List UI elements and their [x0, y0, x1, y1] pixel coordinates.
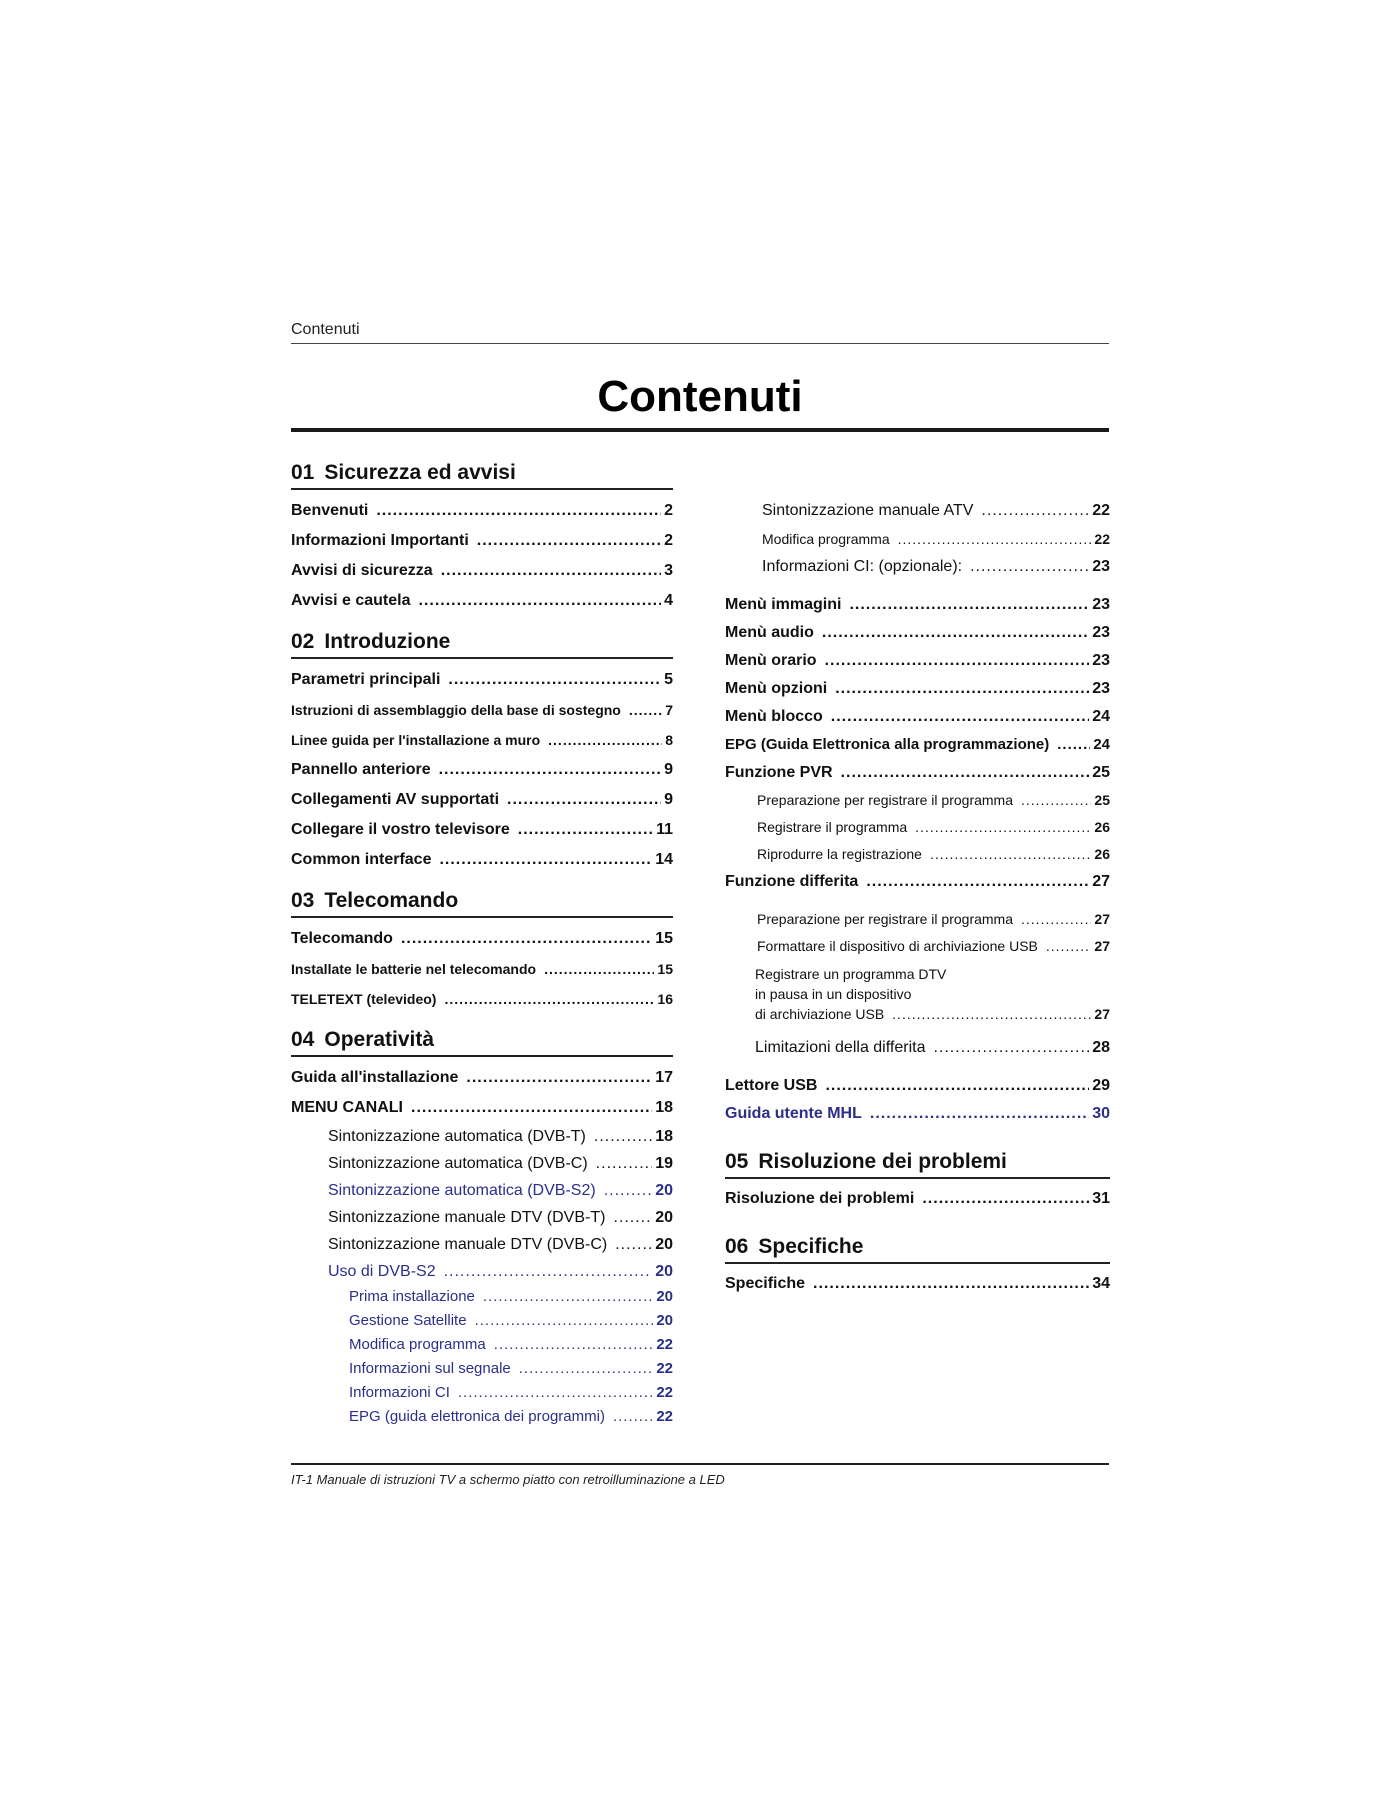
toc-entry-label: Formattare il dispositivo di archiviazione USB — [757, 938, 1038, 954]
toc-entry-label: Guida utente MHL — [725, 1105, 862, 1122]
toc-subentry[interactable] — [291, 1231, 673, 1258]
toc-entry-page: 4 — [664, 592, 673, 609]
leader-dots — [981, 497, 1089, 525]
section-title: Sicurezza ed avvisi — [324, 461, 516, 484]
toc-entry-label: Gestione Satellite — [349, 1312, 467, 1329]
toc-entry-page: 22 — [656, 1408, 673, 1425]
toc-entry-page: 23 — [1092, 652, 1110, 669]
toc-entry-page: 2 — [664, 502, 673, 519]
toc-entry-label: Sintonizzazione manuale DTV (DVB-T) — [328, 1209, 606, 1226]
leader-dots — [483, 1285, 653, 1309]
leader-dots — [439, 845, 652, 875]
header-divider — [291, 343, 1109, 344]
toc-subentry[interactable] — [725, 841, 1110, 868]
section-title: Operatività — [324, 1028, 435, 1051]
toc-entry-label: Parametri principali — [291, 671, 441, 688]
toc-entry-label: EPG (guida elettronica dei programmi) — [349, 1408, 605, 1425]
toc-entry-label: Sintonizzazione automatica (DVB-T) — [328, 1128, 586, 1145]
leader-dots — [831, 703, 1089, 731]
toc-entry-label: Sintonizzazione manuale DTV (DVB-C) — [328, 1236, 608, 1253]
toc-entry-page: 34 — [1092, 1275, 1110, 1292]
leader-dots — [970, 553, 1089, 581]
toc-entry-label: Istruzioni di assemblaggio della base di sostegno — [291, 702, 621, 718]
leader-dots — [411, 1093, 652, 1123]
toc-entry-page: 27 — [1094, 1006, 1110, 1022]
toc-entry[interactable] — [291, 496, 673, 526]
toc-entry-page: 22 — [1094, 531, 1110, 547]
footer-divider — [291, 1463, 1109, 1465]
toc-entry-label: Limitazioni della differita — [755, 1039, 926, 1056]
leader-dots — [604, 1177, 653, 1204]
toc-entry-page: 23 — [1092, 680, 1110, 697]
toc-entry-page: 20 — [655, 1209, 673, 1226]
toc-right-column — [725, 497, 1110, 1312]
leader-dots — [448, 665, 661, 695]
leader-dots — [813, 1270, 1089, 1298]
leader-dots — [915, 814, 1091, 841]
toc-entry-label: Avvisi di sicurezza — [291, 562, 433, 579]
toc-entry-label: Menù blocco — [725, 708, 823, 725]
toc-entry-page: 25 — [1094, 792, 1110, 808]
toc-subentry[interactable] — [725, 787, 1110, 814]
toc-entry-label: Preparazione per registrare il programma — [757, 911, 1013, 927]
toc-entry-label: Menù orario — [725, 652, 817, 669]
section-title: Introduzione — [324, 630, 451, 653]
toc-entry-label: Linee guida per l'installazione a muro — [291, 732, 541, 748]
toc-section-02 — [291, 630, 673, 875]
toc-entry-label: Pannello anteriore — [291, 761, 431, 778]
toc-entry-page: 23 — [1092, 558, 1110, 575]
toc-entry-page: 20 — [655, 1236, 673, 1253]
leader-dots — [892, 1004, 1091, 1024]
footer-text: IT-1 Manuale di istruzioni TV a schermo piatto con retroilluminazione a LED — [291, 1472, 725, 1487]
toc-entry-label: Risoluzione dei problemi — [725, 1190, 915, 1207]
section-number: 01 — [291, 461, 315, 484]
leader-dots — [1057, 731, 1090, 759]
toc-subentry[interactable] — [725, 1034, 1110, 1062]
toc-subentry[interactable] — [725, 933, 1110, 960]
toc-entry-page: 17 — [655, 1069, 673, 1086]
toc-entry-page: 25 — [1092, 764, 1110, 781]
leader-dots — [835, 675, 1089, 703]
toc-entry-page: 24 — [1092, 708, 1110, 725]
leader-dots — [1021, 787, 1091, 814]
leader-dots — [477, 526, 661, 556]
toc-entry-label: Informazioni sul segnale — [349, 1360, 511, 1377]
toc-entry-page: 27 — [1092, 873, 1110, 890]
toc-entry-label: TELETEXT (televideo) — [291, 991, 437, 1007]
leader-dots — [458, 1381, 653, 1405]
leader-dots — [613, 1405, 653, 1429]
toc-entry-label: Uso di DVB-S2 — [328, 1263, 436, 1280]
toc-subentry[interactable] — [725, 497, 1110, 525]
leader-dots — [613, 1204, 652, 1231]
toc-entry[interactable] — [725, 703, 1110, 731]
toc-entry-page: 9 — [664, 791, 673, 808]
toc-entry-page: 22 — [656, 1336, 673, 1353]
page-title: Contenuti — [597, 372, 803, 421]
spacer — [725, 581, 1110, 591]
section-number: 03 — [291, 889, 315, 912]
toc-entry-label: Common interface — [291, 851, 432, 868]
toc-entry-label: Sintonizzazione automatica (DVB-C) — [328, 1155, 588, 1172]
toc-entry-label: Lettore USB — [725, 1077, 818, 1094]
toc-entry-page: 28 — [1092, 1039, 1110, 1056]
toc-entry-label: Riprodurre la registrazione — [757, 846, 922, 862]
toc-entry[interactable] — [291, 845, 673, 875]
toc-entry[interactable] — [725, 647, 1110, 675]
toc-entry-page: 24 — [1093, 736, 1110, 753]
title-divider — [291, 428, 1109, 432]
toc-entry-label: Registrare il programma — [757, 819, 908, 835]
toc-entry-label: Menù audio — [725, 624, 814, 641]
toc-entry[interactable] — [291, 1063, 673, 1093]
toc-section-06 — [725, 1235, 1110, 1298]
toc-entry-page: 31 — [1092, 1190, 1110, 1207]
toc-entry[interactable] — [291, 755, 673, 785]
toc-entry[interactable] — [291, 1093, 673, 1123]
toc-entry-label: Funzione PVR — [725, 764, 833, 781]
toc-entry-page: 27 — [1094, 911, 1110, 927]
toc-left-column — [291, 461, 673, 1443]
toc-subsubentry-link[interactable] — [291, 1357, 673, 1381]
toc-subentry-link[interactable] — [291, 1177, 673, 1204]
leader-dots — [870, 1100, 1089, 1128]
toc-entry-label: Guida all'installazione — [291, 1069, 459, 1086]
toc-entry-label: Sintonizzazione manuale ATV — [762, 502, 974, 519]
toc-entry-page: 9 — [664, 761, 673, 778]
section-heading — [291, 889, 673, 918]
toc-entry-last-line — [755, 1004, 1110, 1024]
toc-entry-page: 3 — [664, 562, 673, 579]
leader-dots — [1021, 906, 1091, 933]
section-number: 06 — [725, 1235, 749, 1258]
toc-entry-label: Preparazione per registrare il programma — [757, 792, 1013, 808]
toc-entry-page: 30 — [1092, 1105, 1110, 1122]
leader-dots — [444, 1258, 653, 1285]
toc-entry-label: Modifica programma — [762, 531, 890, 547]
toc-entry[interactable] — [725, 619, 1110, 647]
toc-entry-page: 20 — [656, 1312, 673, 1329]
leader-dots — [822, 619, 1089, 647]
section-heading — [291, 630, 673, 659]
toc-subsubentry-link[interactable] — [291, 1405, 673, 1429]
leader-dots — [596, 1150, 653, 1177]
toc-entry[interactable] — [291, 785, 673, 815]
section-number: 05 — [725, 1150, 749, 1173]
toc-entry[interactable] — [725, 731, 1110, 759]
toc-subentry[interactable] — [725, 553, 1110, 581]
toc-entry-page: 20 — [655, 1263, 673, 1280]
toc-section-03 — [291, 889, 673, 1014]
toc-entry-page: 22 — [1092, 502, 1110, 519]
toc-entry-page: 29 — [1092, 1077, 1110, 1094]
leader-dots — [475, 1309, 654, 1333]
toc-entry-page: 18 — [655, 1128, 673, 1145]
toc-entry-label: Funzione differita — [725, 873, 859, 890]
toc-entry-label: Installate le batterie nel telecomando — [291, 961, 537, 977]
toc-subentry-link[interactable] — [291, 1258, 673, 1285]
toc-entry-label: Benvenuti — [291, 502, 369, 519]
leader-dots — [519, 1357, 654, 1381]
toc-entry-page: 14 — [655, 851, 673, 868]
leader-dots — [418, 586, 661, 616]
leader-dots — [594, 1123, 652, 1150]
leader-dots — [441, 556, 661, 586]
toc-subsubentry-link[interactable] — [291, 1309, 673, 1333]
toc-entry-label-line3: di archiviazione USB — [755, 1006, 885, 1022]
leader-dots — [401, 924, 652, 954]
toc-entry-page: 16 — [657, 991, 673, 1007]
toc-section-04 — [291, 1028, 673, 1429]
section-number: 04 — [291, 1028, 315, 1051]
toc-entry-page: 8 — [665, 732, 673, 748]
leader-dots — [444, 984, 654, 1014]
toc-entry-label: Informazioni CI: (opzionale): — [762, 558, 963, 575]
section-heading — [291, 1028, 673, 1057]
toc-entry-label: Collegamenti AV supportati — [291, 791, 500, 808]
toc-subentry[interactable] — [291, 1204, 673, 1231]
leader-dots — [544, 954, 654, 984]
section-title: Specifiche — [758, 1235, 864, 1258]
toc-entry-page: 18 — [655, 1099, 673, 1116]
leader-dots — [629, 695, 662, 725]
section-heading — [725, 1150, 1110, 1179]
leader-dots — [930, 841, 1091, 868]
leader-dots — [849, 591, 1089, 619]
toc-section-05 — [725, 1150, 1110, 1213]
toc-entry-page: 23 — [1092, 624, 1110, 641]
section-number: 02 — [291, 630, 315, 653]
toc-entry[interactable] — [725, 1270, 1110, 1298]
toc-entry-label: Avvisi e cautela — [291, 592, 411, 609]
toc-entry-label-line1: Registrare un programma DTV — [755, 966, 947, 982]
toc-entry-label: Menù immagini — [725, 596, 842, 613]
section-title: Risoluzione dei problemi — [758, 1150, 1007, 1173]
toc-entry[interactable] — [291, 984, 673, 1014]
toc-entry[interactable] — [291, 586, 673, 616]
spacer — [725, 896, 1110, 906]
toc-subentry[interactable] — [291, 1123, 673, 1150]
toc-entry-link[interactable] — [725, 1100, 1110, 1128]
toc-entry-label: Prima installazione — [349, 1288, 475, 1305]
toc-entry[interactable] — [725, 1185, 1110, 1213]
toc-entry-label: EPG (Guida Elettronica alla programmazione) — [725, 736, 1050, 753]
toc-entry-label: Informazioni Importanti — [291, 532, 469, 549]
toc-entry-page: 5 — [664, 671, 673, 688]
toc-entry-page: 22 — [656, 1360, 673, 1377]
leader-dots — [548, 725, 662, 755]
leader-dots — [615, 1231, 652, 1258]
toc-entry[interactable] — [291, 924, 673, 954]
toc-entry[interactable] — [291, 954, 673, 984]
toc-entry-label: MENU CANALI — [291, 1099, 403, 1116]
toc-entry-label: Telecomando — [291, 930, 393, 947]
section-title: Telecomando — [324, 889, 459, 912]
leader-dots — [866, 868, 1089, 896]
toc-subentry-multiline[interactable] — [725, 964, 1110, 1024]
section-heading — [725, 1235, 1110, 1264]
toc-entry[interactable] — [291, 695, 673, 725]
toc-entry-page: 20 — [656, 1288, 673, 1305]
leader-dots — [466, 1063, 652, 1093]
toc-entry-page: 26 — [1094, 846, 1110, 862]
leader-dots — [825, 647, 1090, 675]
toc-entry-page: 11 — [656, 821, 673, 838]
leader-dots — [494, 1333, 654, 1357]
toc-entry[interactable] — [725, 591, 1110, 619]
leader-dots — [922, 1185, 1089, 1213]
toc-entry[interactable] — [725, 759, 1110, 787]
toc-subentry[interactable] — [725, 814, 1110, 841]
toc-entry-page: 23 — [1092, 596, 1110, 613]
toc-subsubentry-link[interactable] — [291, 1333, 673, 1357]
toc-entry[interactable] — [725, 1072, 1110, 1100]
toc-entry-page: 27 — [1094, 938, 1110, 954]
leader-dots — [825, 1072, 1089, 1100]
toc-entry-page: 19 — [655, 1155, 673, 1172]
leader-dots — [933, 1034, 1089, 1062]
toc-entry-page: 15 — [657, 961, 673, 977]
toc-entry[interactable] — [291, 665, 673, 695]
leader-dots — [439, 755, 662, 785]
toc-entry-page: 26 — [1094, 819, 1110, 835]
toc-entry-page: 7 — [665, 702, 673, 718]
toc-entry-page: 22 — [656, 1384, 673, 1401]
leader-dots — [841, 759, 1090, 787]
spacer — [725, 1062, 1110, 1072]
toc-entry-label: Modifica programma — [349, 1336, 486, 1353]
toc-entry[interactable] — [291, 725, 673, 755]
toc-entry-page: 15 — [655, 930, 673, 947]
toc-entry-label-line2: in pausa in un dispositivo — [755, 986, 912, 1002]
toc-entry[interactable] — [291, 815, 673, 845]
toc-subsubentry-link[interactable] — [291, 1285, 673, 1309]
leader-dots — [507, 785, 661, 815]
toc-entry-label: Menù opzioni — [725, 680, 828, 697]
leader-dots — [518, 815, 653, 845]
section-heading — [291, 461, 673, 490]
toc-entry[interactable] — [725, 675, 1110, 703]
running-header: Contenuti — [291, 321, 360, 338]
toc-entry-label: Informazioni CI — [349, 1384, 450, 1401]
toc-subentry[interactable] — [725, 525, 1110, 553]
toc-subsubentry-link[interactable] — [291, 1381, 673, 1405]
toc-entry-label: Specifiche — [725, 1275, 806, 1292]
toc-subentry[interactable] — [291, 1150, 673, 1177]
toc-entry-label: Sintonizzazione automatica (DVB-S2) — [328, 1182, 596, 1199]
toc-subentry[interactable] — [725, 906, 1110, 933]
toc-entry[interactable] — [291, 556, 673, 586]
toc-section-01 — [291, 461, 673, 616]
toc-entry-label: Collegare il vostro televisore — [291, 821, 510, 838]
toc-entry-page: 20 — [655, 1182, 673, 1199]
leader-dots — [1046, 933, 1092, 960]
toc-entry[interactable] — [291, 526, 673, 556]
toc-entry-page: 2 — [664, 532, 673, 549]
leader-dots — [376, 496, 661, 526]
leader-dots — [898, 525, 1092, 553]
toc-entry[interactable] — [725, 868, 1110, 896]
